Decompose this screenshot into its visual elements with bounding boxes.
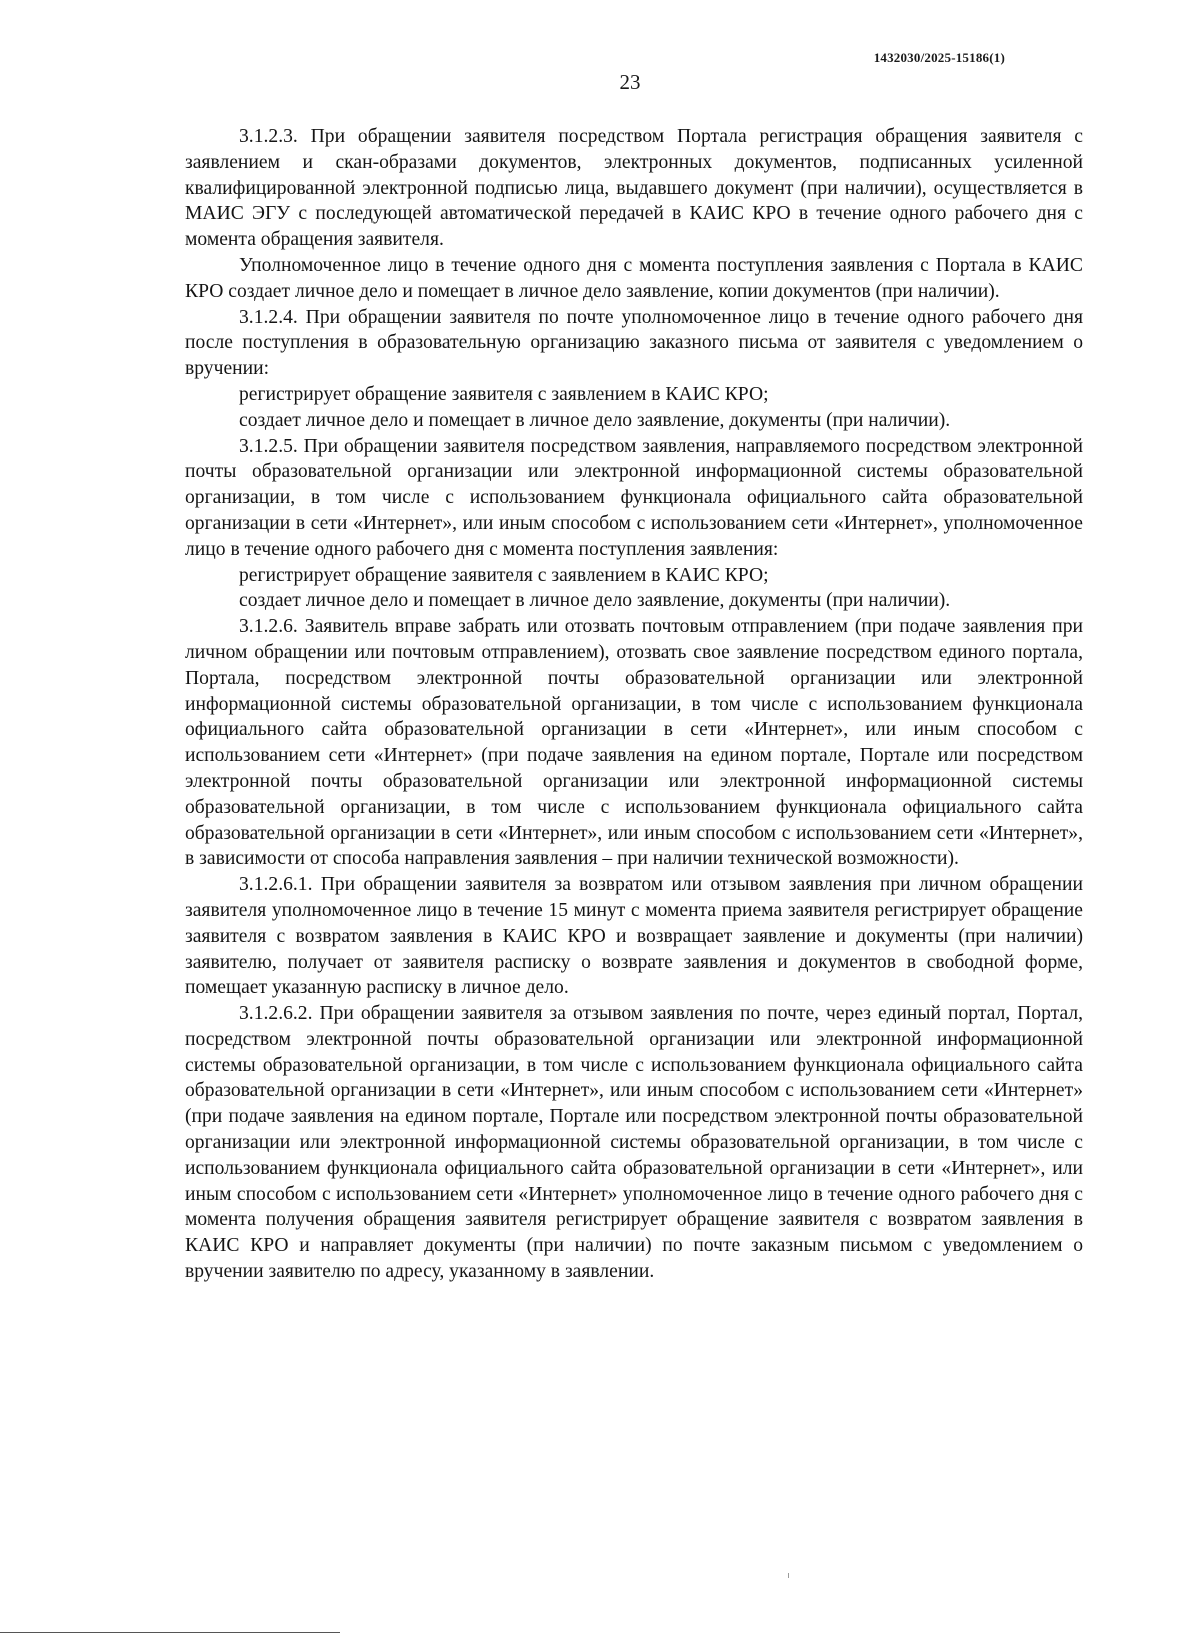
paragraph-3-1-2-5: 3.1.2.5. При обращении заявителя посредством заявления, направляемого посредством электронной почты образовательной организации или электронной информационной системы образовательной организации, в том числе с использованием функционала официального сайта образовательной организации в сети «Интернет», или иным способом с использованием сети «Интернет», уполномоченное лицо в течение одного рабочего дня с момента поступления заявления: <box>185 435 1083 560</box>
paragraph-3-1-2-6-2: 3.1.2.6.2. При обращении заявителя за отзывом заявления по почте, через единый портал, Портал, посредством электронной почты образовательной организации или электронной информационной системы образовательной организации, в том числе с использованием функционала официального сайта образовательной организации в сети «Интернет», или иным способом с использованием сети «Интернет» (при подаче заявления на едином портале, Портале или посредством электронной почты образовательной организации или электронной информационной системы образовательной организации, в том числе с использованием функционала официального сайта образовательной организации в сети «Интернет», или иным способом с использованием сети «Интернет» уполномоченное лицо в течение одного рабочего дня с момента получения обращения заявителя регистрирует обращение заявителя с возвратом заявления в КАИС КРО и направляет документы (при наличии) по почте заказным письмом с уведомлением о вручении заявителю по адресу, указанному в заявлении. <box>185 1003 1083 1283</box>
paragraph-authorized-person-portal: Уполномоченное лицо в течение одного дня с момента поступления заявления с Портала в КАИС КРО создает личное дело и помещает в личное дело заявление, копии документов (при наличии). <box>185 254 1083 302</box>
paragraph-3-1-2-4: 3.1.2.4. При обращении заявителя по почте уполномоченное лицо в течение одного рабочего дня после поступления в образовательную организацию заказного письма от заявителя с уведомлением о вручении: <box>185 306 1083 380</box>
paragraph-3-1-2-6-1: 3.1.2.6.1. При обращении заявителя за возвратом или отзывом заявления при личном обращении заявителя уполномоченное лицо в течение 15 минут с момента приема заявителя регистрирует обращение заявителя с возвратом заявления в КАИС КРО и возвращает заявление и документы (при наличии) заявителю, получает от заявителя расписку о возврате заявления и документов в свободной форме, помещает указанную расписку в личное дело. <box>185 874 1083 999</box>
paragraph-3-1-2-3: 3.1.2.3. При обращении заявителя посредством Портала регистрация обращения заявителя с заявлением и скан-образами документов, электронных документов, подписанных усиленной квалифицированной электронной подписью лица, выдавшего документ (при наличии), осуществляется в МАИС ЭГУ с последующей автоматической передачей в КАИС КРО в течение одного рабочего дня с момента обращения заявителя. <box>185 126 1083 251</box>
paragraph-creates-file-email: создает личное дело и помещает в личное дело заявление, документы (при наличии). <box>239 590 951 612</box>
paragraph-creates-file-mail: создает личное дело и помещает в личное дело заявление, документы (при наличии). <box>239 409 951 431</box>
paragraph-registers-email: регистрирует обращение заявителя с заявлением в КАИС КРО; <box>239 564 769 586</box>
footer-rule <box>0 1632 340 1633</box>
paragraph-3-1-2-6: 3.1.2.6. Заявитель вправе забрать или отозвать почтовым отправлением (при подаче заявления при личном обращении или почтовым отправлением), отозвать свое заявление посредством единого портала, Портала, посредством электронной почты образовательной организации или электронной информационной системы образовательной организации, в том числе с использованием функционала официального сайта образовательной организации в сети «Интернет», или иным способом с использованием сети «Интернет» (при подаче заявления на едином портале, Портале или посредством электронной почты образовательной организации или электронной информационной системы образовательной организации, в том числе с использованием функционала официального сайта образовательной организации в сети «Интернет», или иным способом с использованием сети «Интернет», в зависимости от способа направления заявления – при наличии технической возможности). <box>185 616 1083 870</box>
page-number: 23 <box>619 70 641 94</box>
document-body <box>185 124 1083 1285</box>
scan-speck <box>788 1573 789 1578</box>
document-number: 1432030/2025-15186(1) <box>873 50 1005 65</box>
paragraph-registers-mail: регистрирует обращение заявителя с заявлением в КАИС КРО; <box>239 383 769 405</box>
